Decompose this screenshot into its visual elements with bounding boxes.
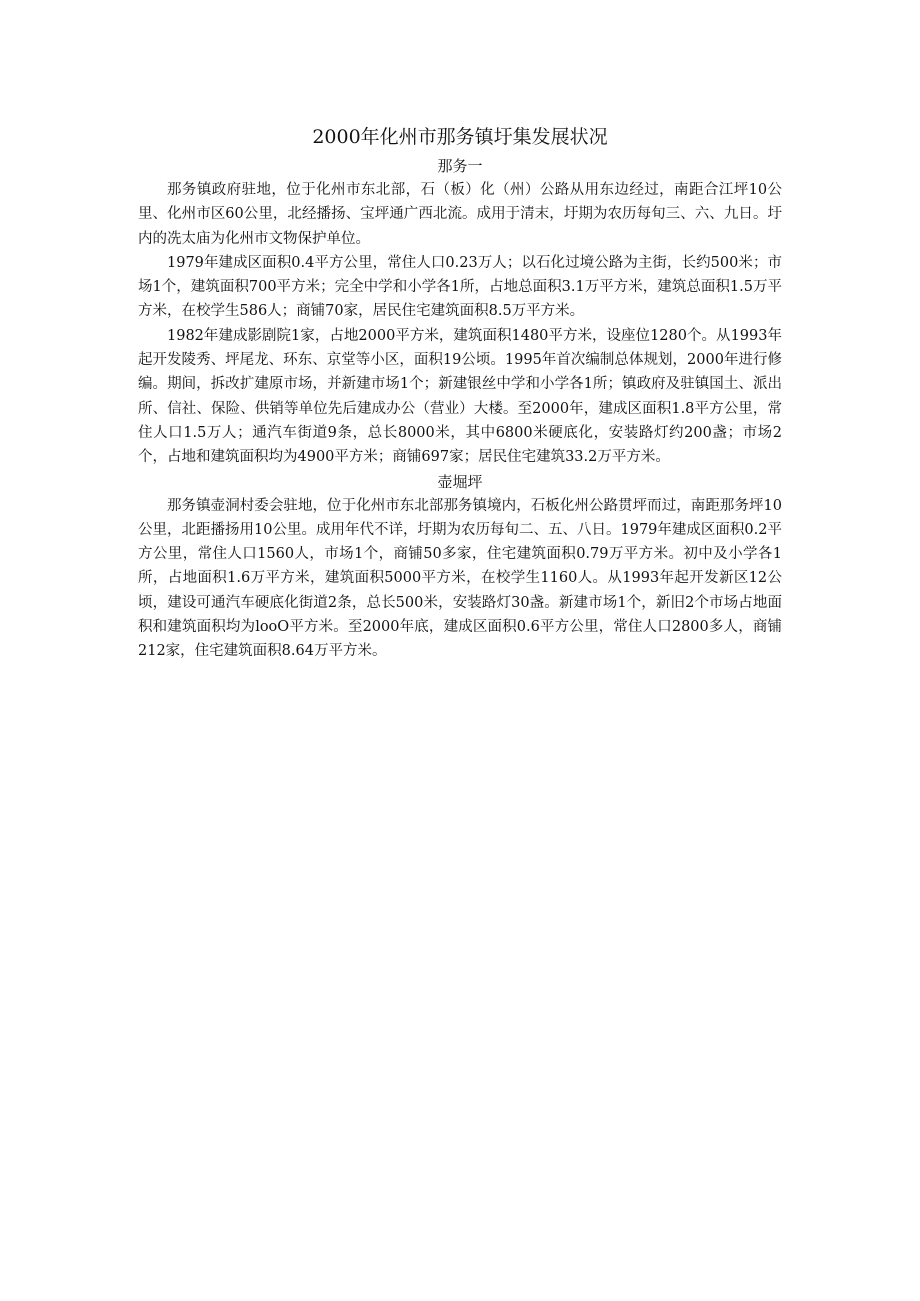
document-page	[138, 122, 782, 664]
section-heading: 壶堀坪	[437, 472, 483, 491]
paragraph: 1979年建成区面积0.4平方公里，常住人口0.23万人；以石化过境公路为主街，长约500米；市场1个，建筑面积700平方米；完全中学和小学各1所，占地总面积3.1万平方米，建筑总面积1.5万平方米，在校学生586人；商铺70家，居民住宅建筑面积8.5万平方米。	[138, 254, 782, 320]
section-heading: 那务一	[437, 157, 483, 175]
section-nawu	[138, 154, 782, 470]
section-hujueping	[138, 470, 782, 664]
paragraph: 1982年建成影剧院1家，占地2000平方米，建筑面积1480平方米，设座位1280个。从1993年起开发陵秀、坪尾龙、环东、京堂等小区，面积19公顷。1995年首次编制总体规划，2000年进行修编。期间，拆改扩建原市场，并新建市场1个；新建银丝中学和小学各1所；镇政府及驻镇国土、派出所、信社、保险、供销等单位先后建成办公（营业）大楼。至2000年，建成区面积1.8平方公里，常住人口1.5万人；通汽车街道9条，总长8000米，其中6800米硬底化，安装路灯约200盏；市场2个，占地和建筑面积均为4900平方米；商铺697家；居民住宅建筑33.2万平方米。	[138, 327, 782, 466]
document-title: 2000年化州市那务镇圩集发展状况	[312, 126, 608, 148]
paragraph: 那务镇政府驻地，位于化州市东北部，石（板）化（州）公路从用东边经过，南距合江坪10公里、化州市区60公里，北经播扬、宝坪通广西北流。成用于清末，圩期为农历每旬三、六、九日。圩内的冼太庙为化州市文物保护单位。	[138, 182, 782, 247]
paragraph: 那务镇壶洞村委会驻地，位于化州市东北部那务镇境内，石板化州公路贯坪而过，南距那务坪10公里，北距播扬用10公里。成用年代不详，圩期为农历每旬二、五、八日。1979年建成区面积0.2平方公里，常住人口1560人，市场1个，商铺50多家，住宅建筑面积0.79万平方米。初中及小学各1所，占地面积1.6万平方米，建筑面积5000平方米，在校学生1160人。从1993年起开发新区12公顷，建设可通汽车硬底化街道2条，总长500米，安装路灯30盏。新建市场1个，新旧2个市场占地面积和建筑面积均为looO平方米。至2000年底，建成区面积0.6平方公里，常住人口2800多人，商铺212家，住宅建筑面积8.64万平方米。	[138, 497, 782, 660]
